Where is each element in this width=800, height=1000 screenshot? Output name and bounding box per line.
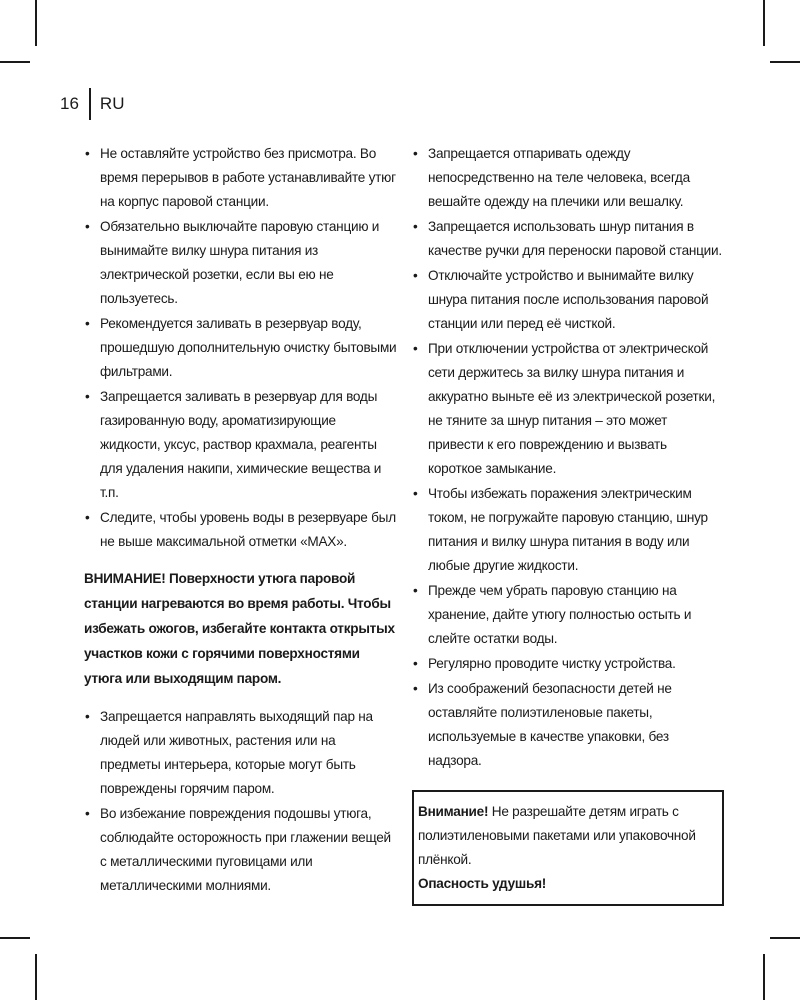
crop-mark xyxy=(763,954,765,1000)
left-column xyxy=(84,142,398,899)
crop-mark xyxy=(0,61,30,63)
hot-surface-warning: ВНИМАНИЕ! Поверхности утюга паровой станции нагреваются во время работы. Чтобы избежать ожогов, избегайте контакта открытых участков кожи с горячими поверхностями утюга или выходящим паром. xyxy=(84,571,395,686)
list-item: • Следите, чтобы уровень воды в резервуаре был не выше максимальной отметки «MAX». xyxy=(84,506,398,554)
list-item: • При отключении устройства от электрической сети держитесь за вилку шнура питания и аккуратно выньте её из электрической розетки, не тяните за шнур питания – это может привести к его повреждению и вызвать короткое замыкание. xyxy=(412,337,724,481)
page-number: 16 xyxy=(60,94,79,113)
crop-mark xyxy=(35,954,37,1000)
right-column xyxy=(412,142,724,906)
list-item: • Прежде чем убрать паровую станцию на хранение, дайте утюгу полностью остыть и слейте остатки воды. xyxy=(412,579,724,651)
safety-list-bottom xyxy=(84,705,398,898)
list-item: • Запрещается направлять выходящий пар на людей или животных, растения или на предметы интерьера, которые могут быть повреждены горячим паром. xyxy=(84,705,398,801)
list-item: • Рекомендуется заливать в резервуар воду, прошедшую дополнительную очистку бытовыми фильтрами. xyxy=(84,312,398,384)
list-item: • Обязательно выключайте паровую станцию и вынимайте вилку шнура питания из электрической розетки, если вы ею не пользуетесь. xyxy=(84,215,398,311)
list-item: • Не оставляйте устройство без присмотра. Во время перерывов в работе устанавливайте утюг на корпус паровой станции. xyxy=(84,142,398,214)
list-item: • Во избежание повреждения подошвы утюга, соблюдайте осторожность при глажении вещей с металлическими пуговицами или металлическими молниями. xyxy=(84,802,398,898)
crop-mark xyxy=(0,937,30,939)
crop-mark xyxy=(770,61,800,63)
list-item: • Регулярно проводите чистку устройства. xyxy=(412,652,724,676)
list-item: • Отключайте устройство и вынимайте вилку шнура питания после использования паровой станции или перед её чисткой. xyxy=(412,264,724,336)
language-label: RU xyxy=(99,94,125,113)
crop-mark xyxy=(770,937,800,939)
notice-text: Не разрешайте детям играть с полиэтиленовыми пакетами или упаковочной плёнкой. xyxy=(418,804,696,867)
list-item: • Из соображений безопасности детей не оставляйте полиэтиленовые пакеты, используемые в качестве упаковки, без надзора. xyxy=(412,677,724,773)
crop-mark xyxy=(763,0,765,46)
list-item: • Чтобы избежать поражения электрическим током, не погружайте паровую станцию, шнур питания и вилку шнура питания в воду или любые другие жидкости. xyxy=(412,482,724,578)
crop-mark xyxy=(35,0,37,46)
safety-list-top xyxy=(84,142,398,554)
notice-lead: Внимание! xyxy=(418,804,489,819)
safety-list-right xyxy=(412,142,724,773)
header-divider xyxy=(89,88,91,120)
child-safety-notice xyxy=(412,790,724,906)
list-item: • Запрещается использовать шнур питания в качестве ручки для переноски паровой станции. xyxy=(412,215,724,263)
page-header xyxy=(60,88,124,120)
list-item: • Запрещается отпаривать одежду непосредственно на теле человека, всегда вешайте одежду на плечики или вешалку. xyxy=(412,142,724,214)
list-item: • Запрещается заливать в резервуар для воды газированную воду, ароматизирующие жидкости, уксус, раствор крахмала, реагенты для удаления накипи, химические вещества и т.п. xyxy=(84,385,398,505)
danger-label: Опасность удушья! xyxy=(418,876,547,891)
